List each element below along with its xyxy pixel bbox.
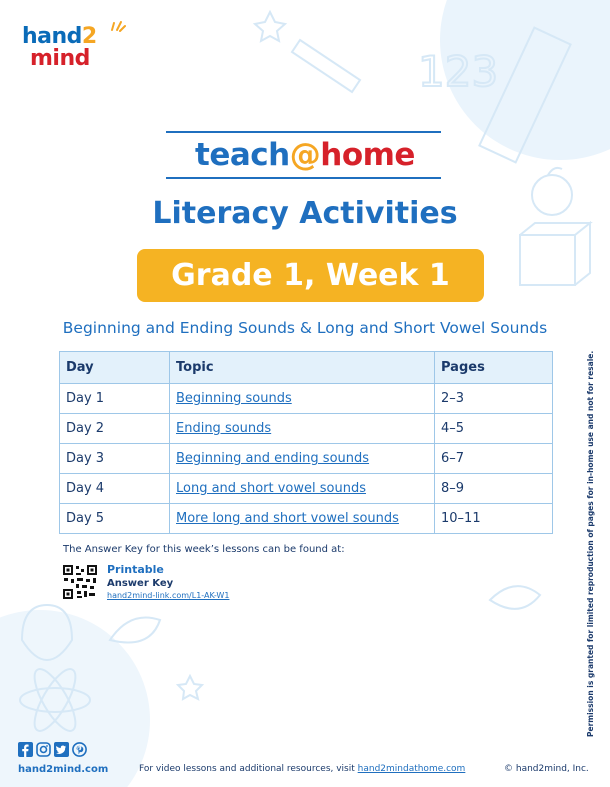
teach-at-home-heading: teach@home xyxy=(195,137,415,173)
pages-cell: 6–7 xyxy=(435,444,553,474)
day-cell: Day 1 xyxy=(60,384,170,414)
grade-week-badge: Grade 1, Week 1 xyxy=(137,249,484,302)
table-header-row xyxy=(60,352,553,384)
footer-resources-text: For video lessons and additional resources, visit xyxy=(139,764,358,774)
logo-spark-icon xyxy=(110,20,126,32)
answer-key-label: Answer Key xyxy=(107,578,174,589)
answer-key-note: The Answer Key for this week’s lessons can be found at: xyxy=(63,544,345,555)
topic-cell xyxy=(170,504,435,534)
subtitle: Beginning and Ending Sounds & Long and Short Vowel Sounds xyxy=(62,319,548,337)
pages-cell: 10–11 xyxy=(435,504,553,534)
topic-cell xyxy=(170,474,435,504)
topic-link[interactable]: Ending sounds xyxy=(176,421,272,436)
topic-link[interactable]: Beginning sounds xyxy=(176,391,292,406)
svg-text:123: 123 xyxy=(418,47,499,96)
answer-key-link[interactable]: hand2mind-link.com/L1-AK-W1 xyxy=(107,591,230,600)
topic-link[interactable]: Beginning and ending sounds xyxy=(176,451,370,466)
footer-copyright: © hand2mind, Inc. xyxy=(504,764,589,774)
instagram-icon[interactable] xyxy=(36,742,51,757)
page-title: Literacy Activities xyxy=(152,196,458,231)
table-row xyxy=(60,384,553,414)
day-cell: Day 2 xyxy=(60,414,170,444)
footer-site[interactable]: hand2mind.com xyxy=(18,764,109,775)
header-day: Day xyxy=(60,352,170,384)
social-icons xyxy=(18,742,87,757)
day-cell: Day 3 xyxy=(60,444,170,474)
brand-rule-top xyxy=(166,131,441,133)
twitter-icon[interactable] xyxy=(54,742,69,757)
qr-code-icon[interactable] xyxy=(62,564,98,600)
footer-resources-link[interactable]: hand2mindathome.com xyxy=(357,764,466,774)
topic-link[interactable]: Long and short vowel sounds xyxy=(176,481,366,496)
answer-key-printable: Printable xyxy=(107,563,164,576)
table-row xyxy=(60,474,553,504)
day-cell: Day 4 xyxy=(60,474,170,504)
table-row xyxy=(60,444,553,474)
table-row xyxy=(60,504,553,534)
logo-line2: mind xyxy=(30,46,90,71)
day-cell: Day 5 xyxy=(60,504,170,534)
topic-link[interactable]: More long and short vowel sounds xyxy=(176,511,399,526)
table-row xyxy=(60,414,553,444)
header-topic: Topic xyxy=(170,352,435,384)
header-pages: Pages xyxy=(435,352,553,384)
hand2mind-logo xyxy=(22,26,132,82)
topic-cell xyxy=(170,444,435,474)
schedule-table xyxy=(59,351,553,534)
footer-resources xyxy=(139,764,465,774)
facebook-icon[interactable] xyxy=(18,742,33,757)
logo-line1: hand2 xyxy=(22,24,97,49)
answer-key-info xyxy=(107,563,229,602)
pinterest-icon[interactable] xyxy=(72,742,87,757)
pages-cell: 2–3 xyxy=(435,384,553,414)
brand-rule-bottom xyxy=(166,177,441,179)
topic-cell xyxy=(170,414,435,444)
pages-cell: 8–9 xyxy=(435,474,553,504)
pages-cell: 4–5 xyxy=(435,414,553,444)
permission-text: Permission is granted for limited reproduction of pages for in-home use and not for resale. xyxy=(586,350,595,737)
topic-cell xyxy=(170,384,435,414)
